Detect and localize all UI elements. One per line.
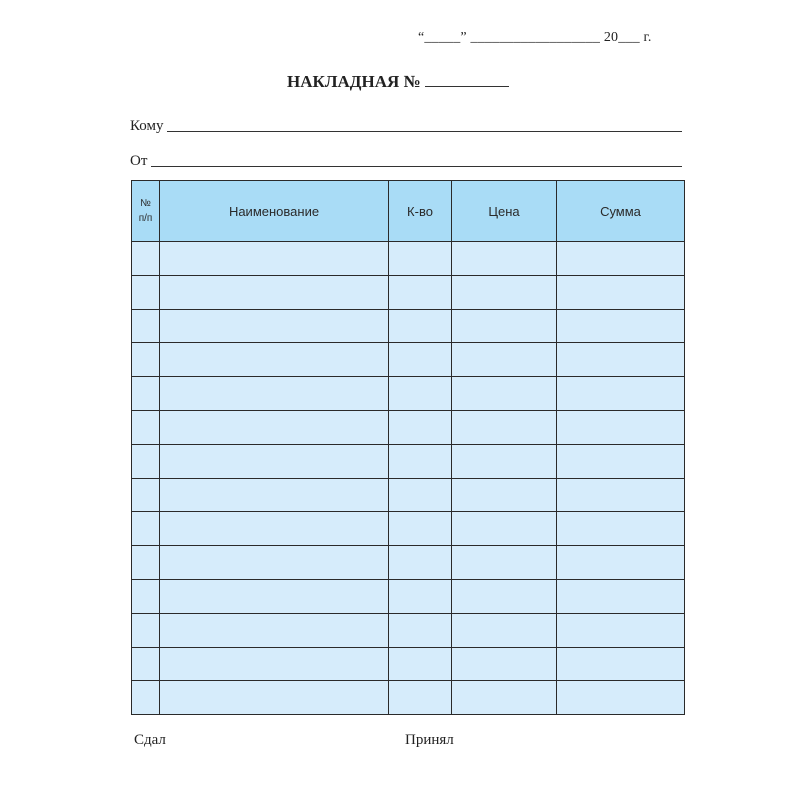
cell-quantity[interactable] [389,343,452,377]
cell-price[interactable] [452,309,557,343]
table-header-row [132,181,685,242]
cell-sum[interactable] [557,242,685,276]
cell-quantity[interactable] [389,410,452,444]
cell-sum[interactable] [557,275,685,309]
table-row [132,410,685,444]
table-row [132,343,685,377]
table-row [132,444,685,478]
cell-price[interactable] [452,410,557,444]
cell-quantity[interactable] [389,478,452,512]
cell-quantity[interactable] [389,242,452,276]
table-row [132,242,685,276]
cell-name[interactable] [160,546,389,580]
cell-number[interactable] [132,647,160,681]
cell-sum[interactable] [557,377,685,411]
cell-number[interactable] [132,275,160,309]
table-row [132,546,685,580]
table-row [132,512,685,546]
cell-quantity[interactable] [389,444,452,478]
invoice-number-blank[interactable] [425,85,509,87]
cell-name[interactable] [160,681,389,715]
document-title [287,72,509,92]
cell-quantity[interactable] [389,613,452,647]
cell-price[interactable] [452,613,557,647]
cell-quantity[interactable] [389,377,452,411]
cell-name[interactable] [160,343,389,377]
cell-price[interactable] [452,647,557,681]
date-line: “_____” __________________ 20___ г. [418,30,652,45]
cell-number[interactable] [132,242,160,276]
cell-sum[interactable] [557,512,685,546]
column-header-number: № п/п [132,181,160,242]
cell-name[interactable] [160,309,389,343]
sender-label: От [130,153,148,169]
document-title-text: НАКЛАДНАЯ № [287,72,421,91]
cell-quantity[interactable] [389,512,452,546]
cell-price[interactable] [452,546,557,580]
cell-number[interactable] [132,579,160,613]
handed-over-label: Сдал [134,732,166,748]
table-row [132,478,685,512]
cell-price[interactable] [452,579,557,613]
table-row [132,275,685,309]
cell-name[interactable] [160,377,389,411]
cell-price[interactable] [452,275,557,309]
cell-price[interactable] [452,478,557,512]
cell-price[interactable] [452,343,557,377]
cell-price[interactable] [452,377,557,411]
column-header-quantity: К-во [389,181,452,242]
recipient-line[interactable] [167,130,682,132]
table-row [132,309,685,343]
table-row [132,681,685,715]
cell-sum[interactable] [557,343,685,377]
cell-name[interactable] [160,579,389,613]
cell-quantity[interactable] [389,309,452,343]
cell-price[interactable] [452,681,557,715]
cell-price[interactable] [452,512,557,546]
cell-sum[interactable] [557,410,685,444]
cell-sum[interactable] [557,478,685,512]
sender-line[interactable] [151,165,682,167]
cell-sum[interactable] [557,444,685,478]
table-row [132,579,685,613]
cell-price[interactable] [452,242,557,276]
cell-price[interactable] [452,444,557,478]
cell-sum[interactable] [557,647,685,681]
cell-number[interactable] [132,343,160,377]
cell-name[interactable] [160,410,389,444]
received-label: Принял [405,732,454,748]
column-header-name: Наименование [160,181,389,242]
cell-sum[interactable] [557,579,685,613]
cell-number[interactable] [132,377,160,411]
cell-name[interactable] [160,275,389,309]
cell-sum[interactable] [557,309,685,343]
column-header-sum: Сумма [557,181,685,242]
cell-name[interactable] [160,647,389,681]
recipient-field [130,118,682,135]
cell-name[interactable] [160,512,389,546]
cell-number[interactable] [132,613,160,647]
table-row [132,377,685,411]
cell-quantity[interactable] [389,546,452,580]
cell-quantity[interactable] [389,647,452,681]
table-row [132,647,685,681]
cell-name[interactable] [160,242,389,276]
cell-name[interactable] [160,613,389,647]
table-row [132,613,685,647]
cell-number[interactable] [132,444,160,478]
cell-quantity[interactable] [389,579,452,613]
cell-quantity[interactable] [389,275,452,309]
cell-sum[interactable] [557,613,685,647]
cell-number[interactable] [132,478,160,512]
cell-sum[interactable] [557,681,685,715]
cell-number[interactable] [132,512,160,546]
cell-name[interactable] [160,444,389,478]
recipient-label: Кому [130,118,164,134]
cell-quantity[interactable] [389,681,452,715]
cell-number[interactable] [132,410,160,444]
table-body [132,242,685,715]
cell-name[interactable] [160,478,389,512]
cell-number[interactable] [132,546,160,580]
cell-number[interactable] [132,681,160,715]
invoice-table [131,180,685,715]
sender-field [130,153,682,170]
cell-sum[interactable] [557,546,685,580]
column-header-price: Цена [452,181,557,242]
cell-number[interactable] [132,309,160,343]
